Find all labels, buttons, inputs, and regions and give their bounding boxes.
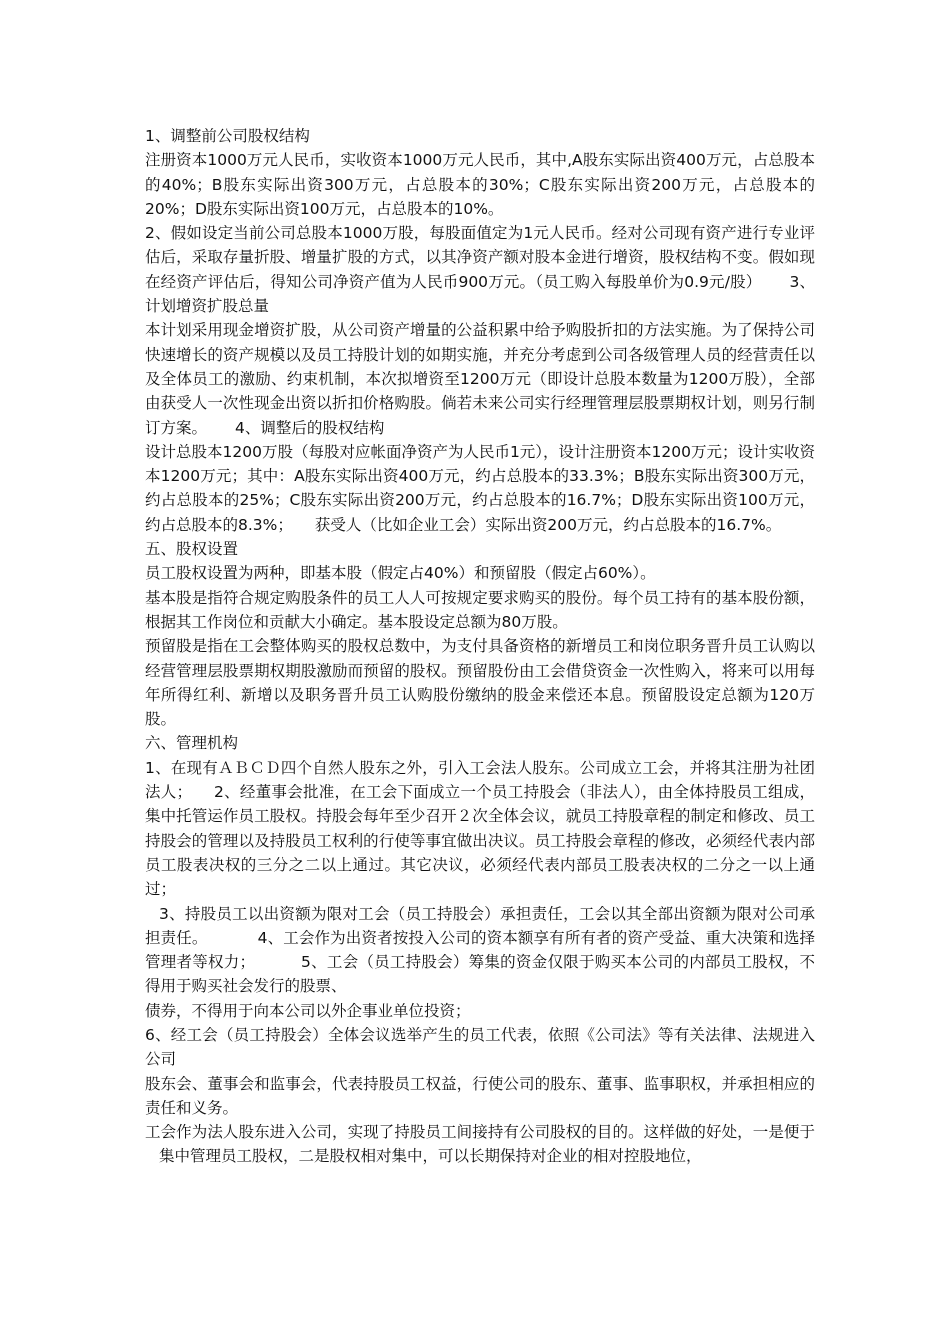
section-6-item-6-b: 股东会、董事会和监事会，代表持股员工权益，行使公司的股东、董事、监事职权，并承担相应的责任和义务。 [145,1074,815,1117]
section-7-text-b: 集中管理员工股权，二是股权相对集中，可以长期保持对企业的相对控股地位， [159,1147,702,1166]
section-6-item-4: 4、工会作为出资者按投入公司的资本额享有所有者的资产受益、重大决策和选择管理者等权力； [145,928,815,972]
section-6-item-5: 5、工会（员工持股会）筹集的资金仅限于购买本公司的内部员工股权，不得用于购买社会发行的股票、 [145,953,815,996]
section-6-paragraph-3: 债券，不得用于向本公司以外企事业单位投资； [145,1001,471,1020]
document-body [145,124,815,1169]
section-4-paragraph [145,440,815,537]
section-1-title: 1、调整前公司股权结构 [145,127,310,145]
section-3-body: 本计划采用现金增资扩股，从公司资产增量的公益积累中给予购股折扣的方法实施。为了保持公司快速增长的资产规模以及员工持股计划的如期实施，并充分考虑到公司各级管理人员的经营责任以及全体员工的激励、约束机制，本次拟增资至1200万元（即设计总股本数量为1200万股），全部由获受人一次性现金出资以折扣价格购股。倘若未来公司实行经理管理层股票期权计划，则另行制订方案。 [145,321,815,437]
section-6-item-3: 3、持股员工以出资额为限对工会（员工持股会）承担责任，工会以其全部出资额为限对公司承担责任。 [145,904,815,947]
section-5-paragraph-2: 基本股是指符合规定购股条件的员工人人可按规定要求购买的股份。每个员工持有的基本股份额，根据其工作岗位和贡献大小确定。基本股设定总额为80万股。 [145,588,815,631]
section-5-paragraph-3: 预留股是指在工会整体购买的股权总数中，为支付具备资格的新增员工和岗位职务晋升员工认购以经营管理层股票期权期股激励而预留的股权。预留股份由工会借贷资金一次性购入，将来可以用每年所得红利、新增以及职务晋升员工认购股份缴纳的股金来偿还本息。预留股设定总额为120万股。 [145,637,815,729]
section-4-body-b: 获受人（比如企业工会）实际出资200万元，约占总股本的16.7%。 [314,515,782,534]
section-7-text-a: 工会作为法人股东进入公司，实现了持股员工间接持有公司股权的目的。这样做的好处，一是便于 [145,1123,815,1142]
section-1-body: 注册资本1000万元人民币，实收资本1000万元人民币，其中,A股东实际出资400万元，占总股本的40%；B股东实际出资300万元，占总股本的30%；C股东实际出资200万元，占总股本的20%；D股东实际出资100万元，占总股本的10%。 [145,151,815,218]
section-6-item-6-a: 6、经工会（员工持股会）全体会议选举产生的员工代表，依照《公司法》等有关法律、法规进入公司 [145,1025,815,1069]
section-6-title: 六、管理机构 [145,734,239,753]
section-6-item-2: 2、经董事会批准，在工会下面成立一个员工持股会（非法人），由全体持股员工组成，集中托管运作员工股权。持股会每年至少召开２次全体会议，就员工持股章程的制定和修改、员工持股会的管理以及持股员工权利的行使等事宜做出决议。员工持股会章程的修改，必须经代表内部员工股表决权的三分之二以上通过。其它决议，必须经代表内部员工股表决权的二分之一以上通过； [145,783,815,899]
section-3-paragraph [145,318,815,439]
section-3-title: 3、计划增资扩股总量 [145,272,815,316]
section-2-body: 2、假如设定当前公司总股本1000万股，每股面值定为1元人民币。经对公司现有资产进行专业评估后，采取存量折股、增量扩股的方式，以其净资产额对股本金进行增资，股权结构不变。假如现在经资产评估后，得知公司净资产值为人民币900万元。（员工购入每股单价为0.9元/股） [145,224,815,291]
section-5-title: 五、股权设置 [145,540,239,559]
section-6-paragraph-1 [145,756,815,902]
section-6-item-1: 1、在现有ＡＢＣＤ四个自然人股东之外，引入工会法人股东。公司成立工会，并将其注册为社团法人； [145,758,815,802]
section-4-body-a: 设计总股本1200万股（每股对应帐面净资产为人民币1元），设计注册资本1200万元；设计实收资本1200万元；其中：A股东实际出资400万元，约占总股本的33.3%；B股东实际出资300万元，约占总股本的25%；C股东实际出资200万元，约占总股本的16.7%；D股东实际出资100万元，约占总股本的8.3%； [145,442,816,534]
section-2-paragraph [145,221,815,318]
section-5-paragraph-1: 员工股权设置为两种，即基本股（假定占40%）和预留股（假定占60%）。 [145,564,656,583]
section-6-paragraph-2 [145,902,815,999]
section-7-paragraph [145,1120,815,1169]
section-4-title: 4、调整后的股权结构 [235,418,385,437]
